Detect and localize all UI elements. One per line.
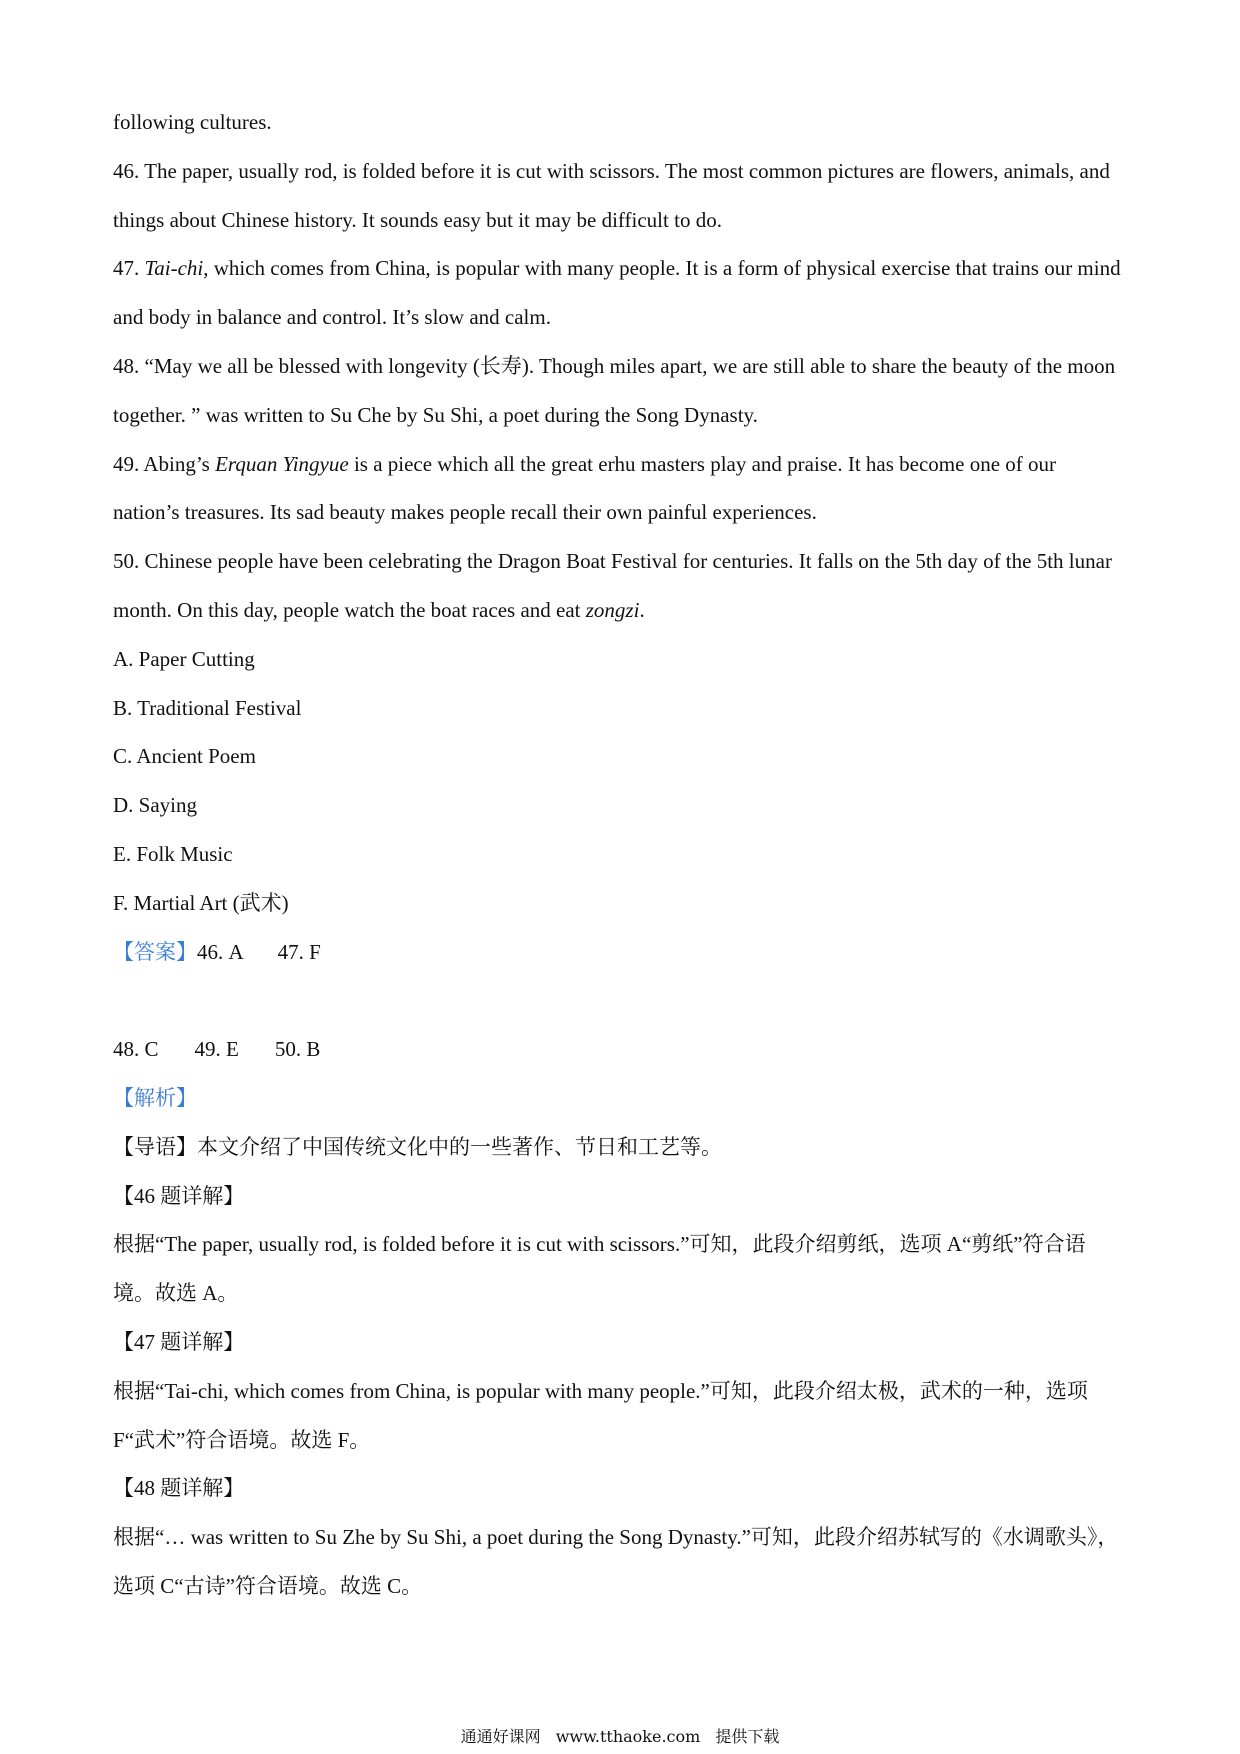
answer-50: 50. B bbox=[274, 1037, 321, 1062]
passage-50 bbox=[113, 537, 1125, 635]
detail-46-heading: 【46 题详解】 bbox=[113, 1183, 245, 1208]
detail-46-text: 根据“The paper, usually rod, is folded before it is cut with scissors.”可知，此段介绍剪纸，选项 A“剪纸”符合语境。故选 A。 bbox=[113, 1232, 1086, 1306]
option-a: A. Paper Cutting bbox=[113, 646, 255, 671]
option-c: C. Ancient Poem bbox=[113, 744, 256, 769]
passage-47 bbox=[113, 244, 1125, 342]
passage-48: 48. “May we all be blessed with longevity (长寿). Though miles apart, we are still able to share the beauty of the moon together. ” was written to Su Che by Su Shi, a poet during the Song Dynasty. bbox=[113, 353, 1116, 427]
detail-48-text: 根据“… was written to Su Zhe by Su Shi, a poet during the Song Dynasty.”可知，此段介绍苏轼写的《水调歌头》，选项 C“古诗”符合语境。故选 C。 bbox=[113, 1525, 1119, 1598]
passage-49 bbox=[113, 440, 1125, 538]
guide-tag: 【导语】 bbox=[113, 1134, 197, 1159]
passage-47-number: 47. bbox=[113, 256, 145, 281]
answer-line-2 bbox=[113, 1025, 1125, 1074]
option-e: E. Folk Music bbox=[113, 841, 233, 866]
passage-49-start: 49. Abing’s bbox=[113, 451, 216, 476]
answer-48: 48. C bbox=[113, 1037, 159, 1062]
passage-47-term: Tai-chi bbox=[144, 256, 204, 281]
option-d: D. Saying bbox=[113, 793, 197, 818]
detail-47-text: 根据“Tai-chi, which comes from China, is popular with many people.”可知，此段介绍太极，武术的一种，选项 F“武术”符合语境。故选 F。 bbox=[113, 1378, 1088, 1452]
answer-tag: 【答案】 bbox=[113, 939, 197, 964]
passage-50-end: . bbox=[639, 597, 645, 622]
answer-49: 49. E bbox=[194, 1037, 239, 1062]
passage-50-start: 50. Chinese people have been celebrating the Dragon Boat Festival for centuries. It falls on the 5th day of the 5th lunar month. On this day, people watch the boat races and eat bbox=[113, 549, 1112, 622]
answer-46: 46. A bbox=[197, 939, 244, 964]
detail-48-heading: 【48 题详解】 bbox=[113, 1476, 245, 1501]
passage-46: 46. The paper, usually rod, is folded before it is cut with scissors. The most common pictures are flowers, animals, and things about Chinese history. It sounds easy but it may be difficult to do. bbox=[113, 158, 1110, 232]
passage-47-rest: , which comes from China, is popular with many people. It is a form of physical exercise that trains our mind and body in balance and control. It’s slow and calm. bbox=[113, 256, 1121, 330]
footer-suffix: 提供下载 bbox=[715, 1727, 780, 1746]
guide-text: 本文介绍了中国传统文化中的一些著作、节日和工艺等。 bbox=[197, 1134, 722, 1159]
passage-50-term: zongzi bbox=[585, 597, 640, 622]
intro-tail: following cultures. bbox=[113, 110, 272, 134]
analysis-heading bbox=[113, 1074, 1125, 1123]
answer-47: 47. F bbox=[277, 939, 321, 964]
blank-line bbox=[113, 976, 1125, 1025]
guide-paragraph bbox=[113, 1123, 1125, 1172]
detail-47-heading: 【47 题详解】 bbox=[113, 1329, 245, 1354]
analysis-tag: 【解析】 bbox=[113, 1085, 197, 1110]
option-f: F. Martial Art (武术) bbox=[113, 890, 289, 915]
answer-line-1 bbox=[113, 928, 1125, 977]
page-content bbox=[113, 98, 1125, 1611]
footer-url[interactable]: www.tthaoke.com bbox=[555, 1727, 701, 1746]
option-b: B. Traditional Festival bbox=[113, 695, 302, 720]
intro-text bbox=[113, 98, 1125, 147]
page-footer bbox=[0, 1726, 1240, 1748]
passage-49-rest: is a piece which all the great erhu masters play and praise. It has become one of our nation’s treasures. Its sad beauty makes people recall their own painful experiences. bbox=[113, 451, 1057, 525]
footer-site-name: 通通好课网 bbox=[460, 1727, 541, 1746]
passage-49-title: Erquan Yingyue bbox=[215, 451, 349, 476]
